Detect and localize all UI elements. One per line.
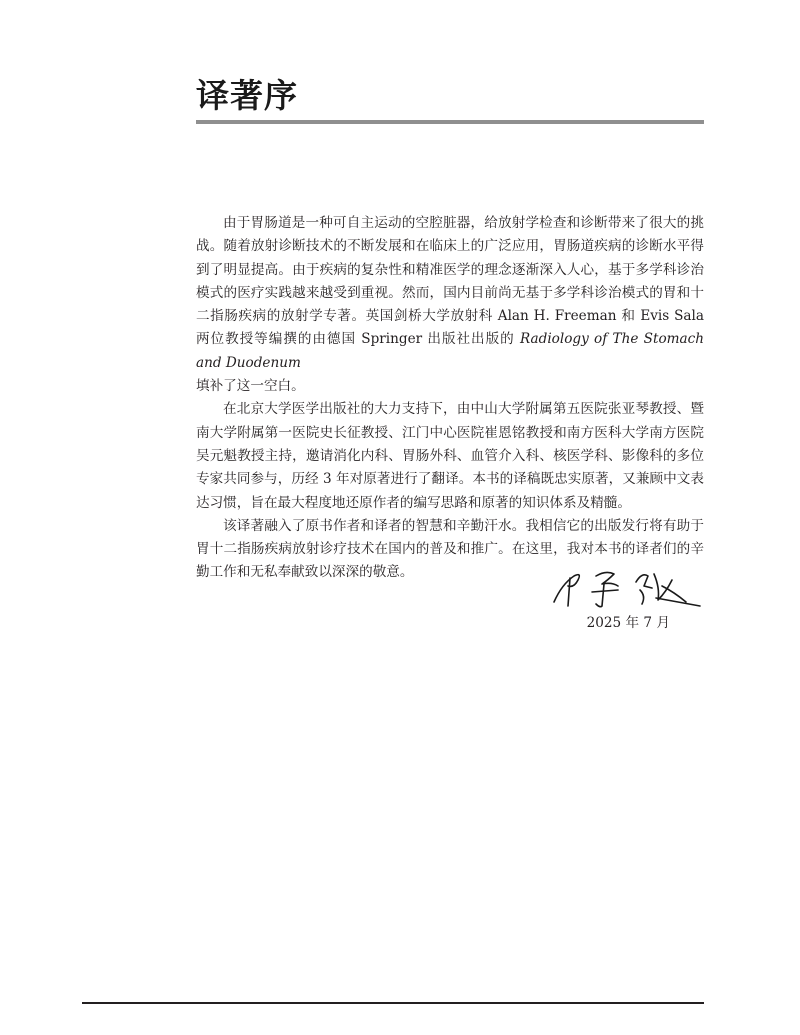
paragraph-1-end: 填补了这一空白。 <box>196 378 305 395</box>
book-title: Radiology of The Stomach and Duodenum <box>196 331 704 371</box>
date: 2025 年 7 月 <box>586 615 670 631</box>
preface-body <box>196 212 704 585</box>
paragraph-1 <box>196 212 704 375</box>
paragraph-2: 在北京大学医学出版社的大力支持下，由中山大学附属第五医院张亚琴教授、暨南大学附属第一医院史长征教授、江门中心医院崔恩铭教授和南方医科大学南方医院吴元魁教授主持，邀请消化内科、胃肠外科、血管介入科、核医学科、影像科的多位专家共同参与，历经 3 年对原著进行了翻译。本书的译稿既忠实原著，又兼顾中文表达习惯，旨在最大程度地还原作者的编写思路和原著的知识体系及精髓。 <box>196 401 704 511</box>
handwritten-signature <box>548 562 708 610</box>
page-title: 译著序 <box>196 76 298 115</box>
paragraph-3: 该译著融入了原书作者和译者的智慧和辛勤汗水。我相信它的出版发行将有助于胃十二指肠疾病放射诊疗技术在国内的普及和推广。在这里，我对本书的译者们的辛勤工作和无私奉献致以深深的敬意。 <box>196 517 704 581</box>
paragraph-1-text: 由于胃肠道是一种可自主运动的空腔脏器，给放射学检查和诊断带来了很大的挑战。随着放射诊断技术的不断发展和在临床上的广泛应用，胃肠道疾病的诊断水平得到了明显提高。由于疾病的复杂性和精准医学的理念逐渐深入人心，基于多学科诊治模式的医疗实践越来越受到重视。然而，国内目前尚无基于多学科诊治模式的胃和十二指肠疾病的放射学专著。英国剑桥大学放射科 Alan H. Freeman 和 Evis Sala 两位教授等编撰的由德国 Springer 出版社出版的 <box>196 215 704 348</box>
title-divider <box>196 120 704 124</box>
footer-divider <box>82 1002 704 1004</box>
